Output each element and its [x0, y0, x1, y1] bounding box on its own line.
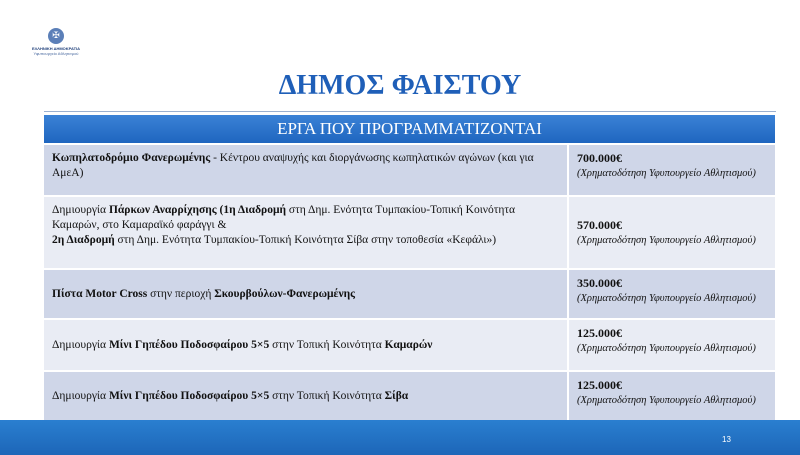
- project-amount: 350.000€ (Χρηματοδότηση Υφυπουργείο Αθλητισμού): [568, 269, 775, 319]
- slide-title: ΔΗΜΟΣ ΦΑΙΣΤΟΥ: [278, 70, 522, 101]
- projects-table: [44, 115, 775, 422]
- ministry-logo: [26, 28, 86, 56]
- table-row: [44, 319, 775, 371]
- project-description: Δημιουργία Μίνι Γηπέδου Ποδοσφαίρου 5×5 στην Τοπική Κοινότητα Καμαρών: [44, 319, 568, 371]
- project-amount: 700.000€ (Χρηματοδότηση Υφυπουργείο Αθλητισμού): [568, 144, 775, 196]
- project-description: Δημιουργία Μίνι Γηπέδου Ποδοσφαίρου 5×5 στην Τοπική Κοινότητα Σίβα: [44, 371, 568, 421]
- greek-seal-icon: ✠: [48, 28, 64, 44]
- project-amount: 570.000€ (Χρηματοδότηση Υφυπουργείο Αθλητισμού): [568, 196, 775, 269]
- title-divider: [44, 111, 776, 112]
- table-row: [44, 196, 775, 269]
- table-header: ΕΡΓΑ ΠΟΥ ΠΡΟΓΡΑΜΜΑΤΙΖΟΝΤΑΙ: [44, 115, 775, 144]
- page-number: 13: [722, 435, 731, 444]
- logo-line1: ΕΛΛΗΝΙΚΗ ΔΗΜΟΚΡΑΤΙΑ: [31, 46, 81, 51]
- table-row: [44, 144, 775, 196]
- logo-line2: Υφυπουργείο Αθλητισμού: [33, 51, 79, 56]
- project-description: Πίστα Motor Cross στην περιοχή Σκουρβούλων-Φανερωμένης: [44, 269, 568, 319]
- project-amount: 125.000€ (Χρηματοδότηση Υφυπουργείο Αθλητισμού): [568, 371, 775, 421]
- project-amount: 125.000€ (Χρηματοδότηση Υφυπουργείο Αθλητισμού): [568, 319, 775, 371]
- table-row: [44, 371, 775, 421]
- project-description: Κωπηλατοδρόμιο Φανερωμένης - Κέντρου αναψυχής και διοργάνωσης κωπηλατικών αγώνων (και για ΑμεΑ): [44, 144, 568, 196]
- table-row: [44, 269, 775, 319]
- footer-bar: [0, 420, 800, 455]
- project-description: Δημιουργία Πάρκων Αναρρίχησης (1η Διαδρομή στη Δημ. Ενότητα Τυμπακίου-Τοπική Κοινότητα Καμαρών, στο Καμαραϊκό φαράγγι & 2η Διαδρομή στη Δημ. Ενότητα Τυμπακίου-Τοπική Κοινότητα Σίβα στην τοποθεσία «Κεφάλι»): [44, 196, 568, 269]
